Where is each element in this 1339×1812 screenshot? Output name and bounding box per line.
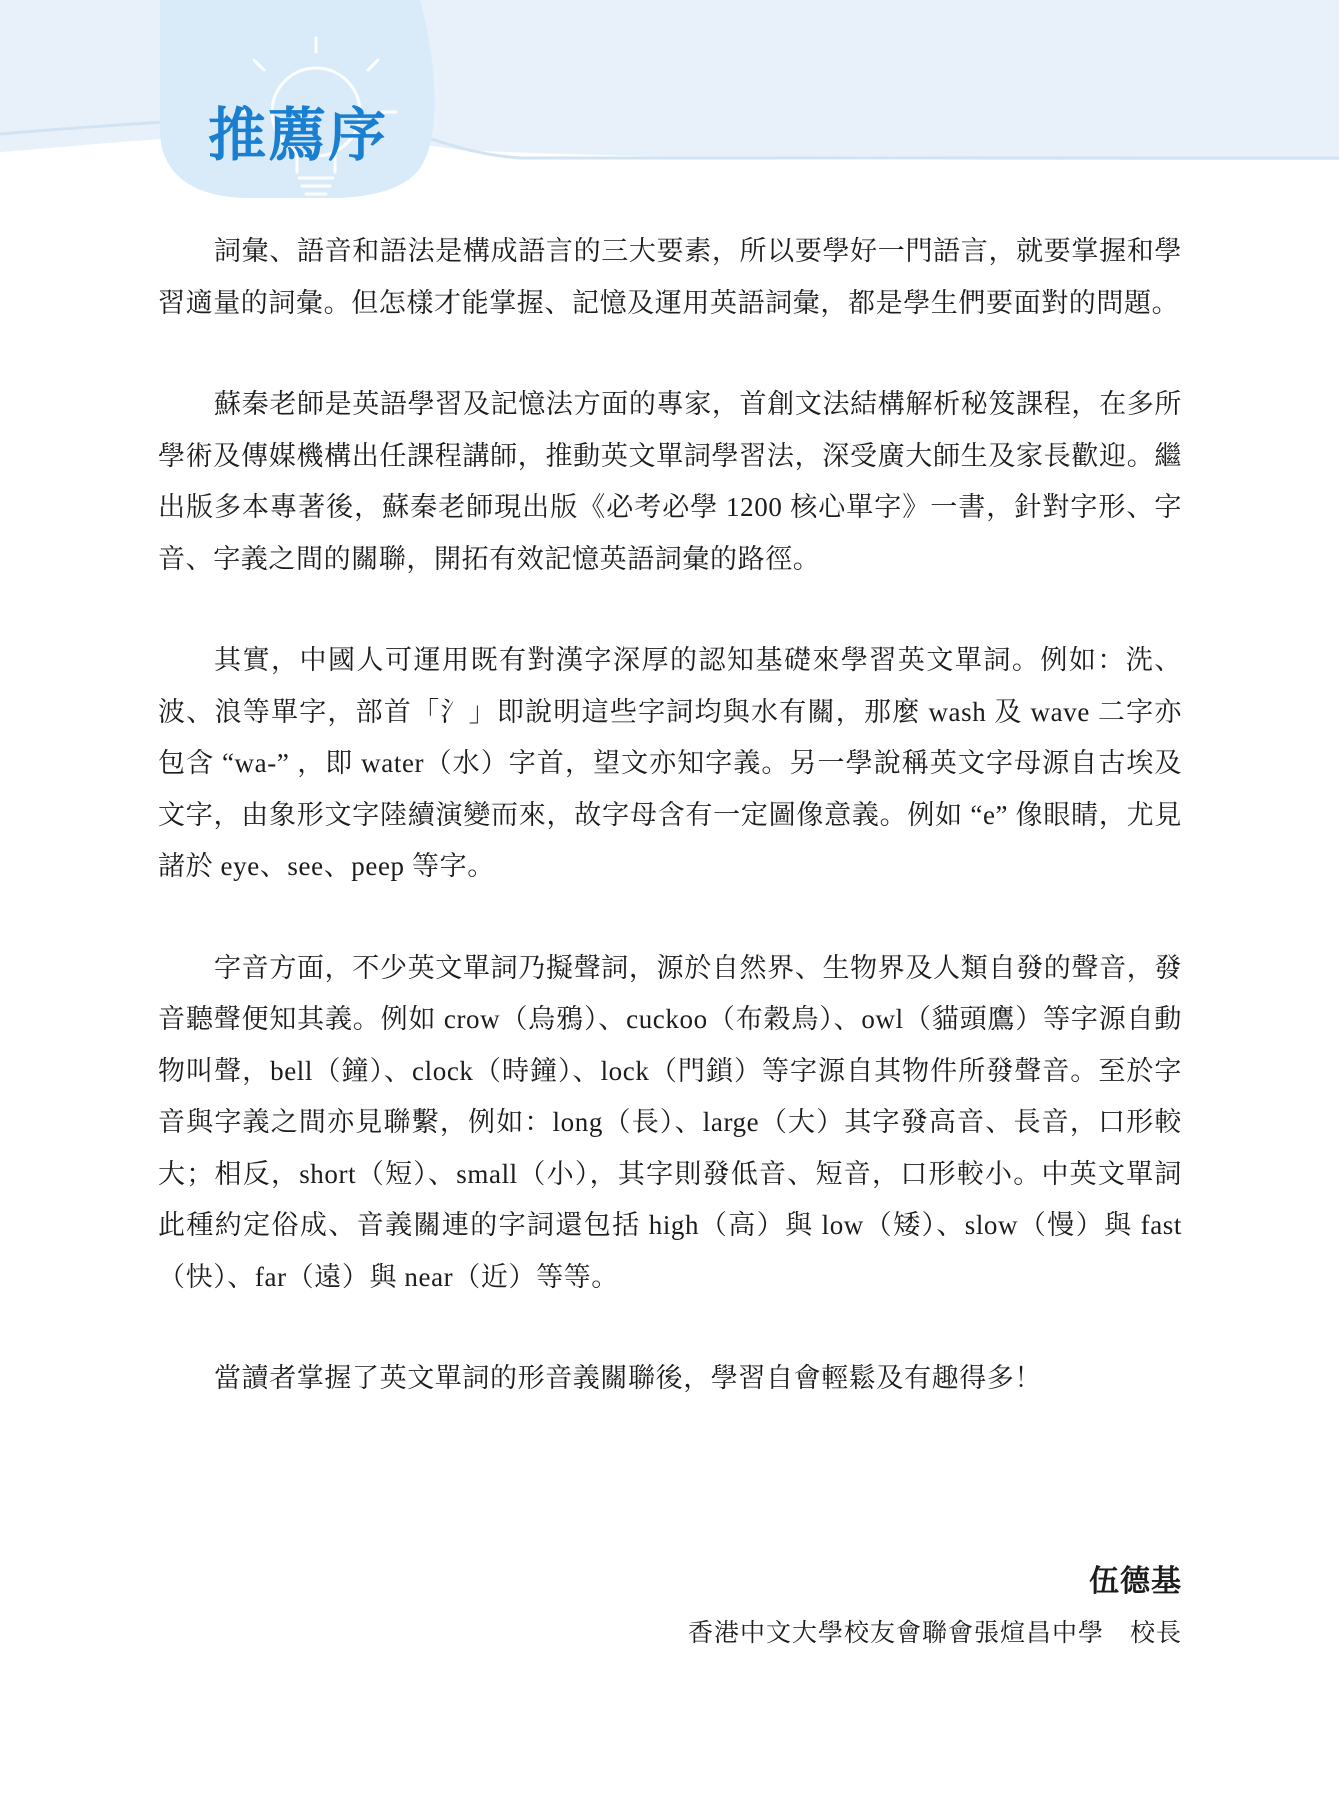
article-body [158,226,1182,1455]
header-banner [0,0,1339,220]
signature-block [688,1558,1182,1654]
paragraph: 當讀者掌握了英文單詞的形音義關聯後，學習自會輕鬆及有趣得多！ [214,1363,1042,1393]
paragraph: 其實，中國人可運用既有對漢字深厚的認知基礎來學習英文單詞。例如：洗、波、浪等單字，部首「氵」即說明這些字詞均與水有關，那麼 wash 及 wave 二字亦包含 “wa-” ，即 water（水）字首，望文亦知字義。另一學說稱英文字母源自古埃及文字，由象形文字陸續演變而來，故字母含有一定圖像意義。例如 “e” 像眼睛，尤見諸於 eye、see、peep 等字。 [158,645,1182,881]
paragraph: 蘇秦老師是英語學習及記憶法方面的專家，首創文法結構解析秘笈課程，在多所學術及傳媒機構出任課程講師，推動英文單詞學習法，深受廣大師生及家長歡迎。繼出版多本專著後，蘇秦老師現出版《必考必學 1200 核心單字》一書，針對字形、字音、字義之間的關聯，開拓有效記憶英語詞彙的路徑。 [158,389,1182,574]
paragraph: 詞彙、語音和語法是構成語言的三大要素，所以要學好一門語言，就要掌握和學習適量的詞彙。但怎樣才能掌握、記憶及運用英語詞彙，都是學生們要面對的問題。 [158,236,1182,318]
signature-name: 伍德基 [1089,1564,1182,1599]
paragraph: 字音方面，不少英文單詞乃擬聲詞，源於自然界、生物界及人類自發的聲音，發音聽聲便知其義。例如 crow（烏鴉）、cuckoo（布穀鳥）、owl（貓頭鷹）等字源自動物叫聲，bell（鐘）、clock（時鐘）、lock（門鎖）等字源自其物件所發聲音。至於字音與字義之間亦見聯繫，例如：long（長）、large（大）其字發高音、長音，口形較大；相反，short（短）、small（小），其字則發低音、短音，口形較小。中英文單詞此種約定俗成、音義關連的字詞還包括 high（高）與 low（矮）、slow（慢）與 fast（快）、far（遠）與 near（近）等等。 [158,952,1182,1292]
page-title: 推薦序 [208,101,389,169]
signature-title: 香港中文大學校友會聯會張煊昌中學 校長 [687,1620,1182,1647]
